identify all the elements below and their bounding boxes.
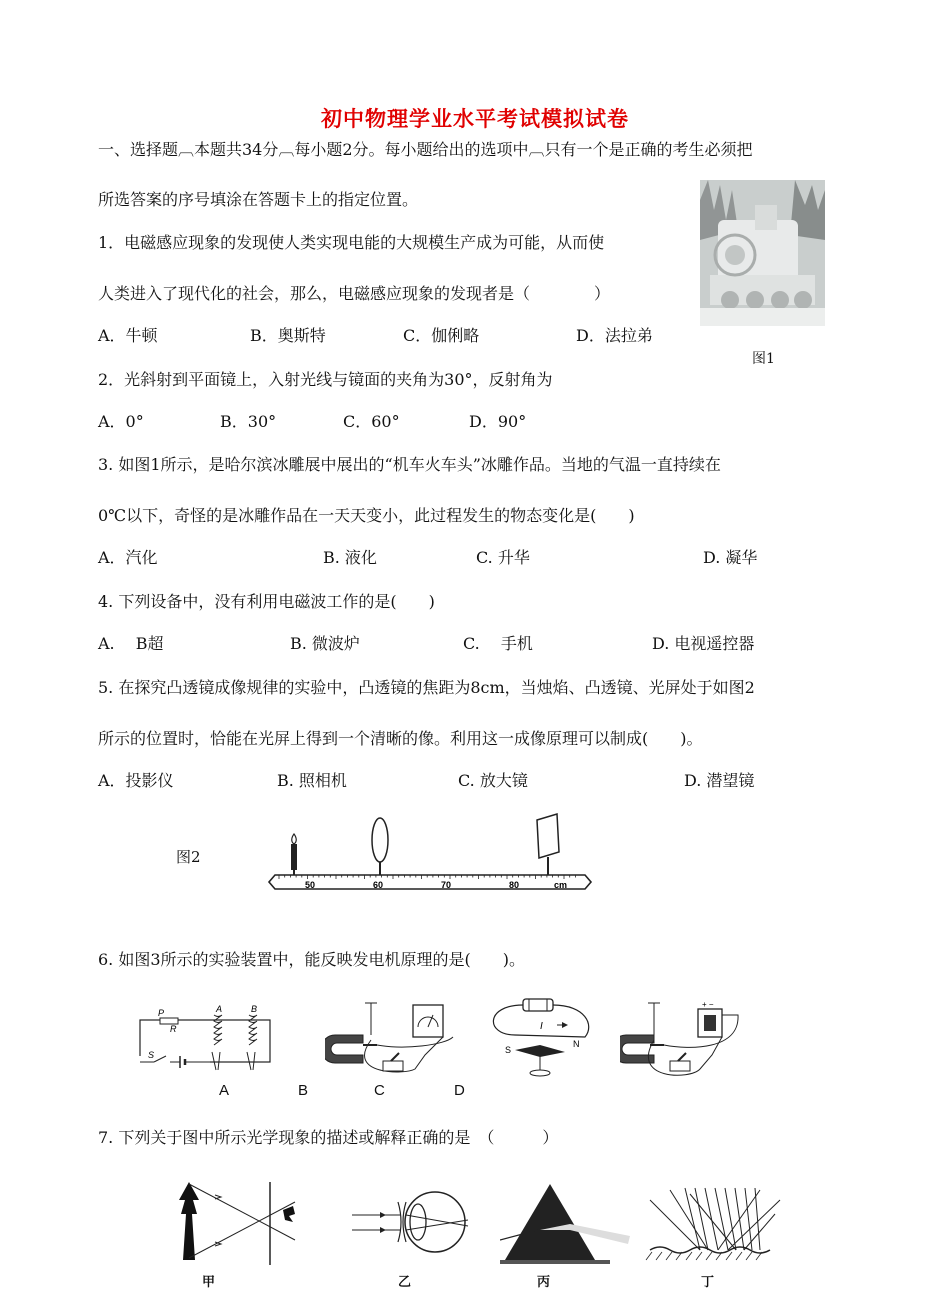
candle-icon bbox=[291, 834, 297, 876]
q6-label-d[interactable]: D bbox=[454, 1082, 465, 1099]
q2-stem: 2．光斜射到平面镜上，入射光线与镜面的夹角为30°，反射角为 bbox=[98, 370, 553, 389]
svg-text:+ −: + − bbox=[702, 1000, 714, 1009]
svg-text:I: I bbox=[540, 1021, 543, 1032]
q4-option-a[interactable]: A. B超 bbox=[98, 634, 164, 653]
diffuse-reflection-figure bbox=[640, 1180, 785, 1265]
svg-text:B: B bbox=[251, 1004, 258, 1014]
q5-option-a[interactable]: A．投影仪 bbox=[98, 771, 174, 790]
q2-option-a[interactable]: A．0° bbox=[98, 412, 144, 431]
electromagnet-circuit-figure bbox=[130, 1000, 280, 1075]
q6-label-b[interactable]: B bbox=[298, 1082, 309, 1099]
q5-option-d[interactable]: D. 潜望镜 bbox=[684, 771, 755, 790]
eye-lens-figure bbox=[350, 1190, 485, 1265]
q7-label-ding[interactable]: 丁 bbox=[701, 1275, 715, 1290]
tick-label-unit: cm bbox=[554, 880, 568, 890]
q3-option-d[interactable]: D. 凝华 bbox=[703, 548, 758, 567]
light-screen-icon bbox=[537, 814, 559, 876]
tick-label: 50 bbox=[305, 880, 316, 890]
svg-text:S: S bbox=[505, 1045, 512, 1055]
q4-option-d[interactable]: D. 电视遥控器 bbox=[652, 634, 755, 653]
q7-label-jia[interactable]: 甲 bbox=[202, 1275, 216, 1290]
q5-stem-line1: 5. 在探究凸透镜成像规律的实验中，凸透镜的焦距为8cm，当烛焰、凸透镜、光屏处于如图2 bbox=[98, 678, 755, 697]
q7-label-yi[interactable]: 乙 bbox=[398, 1275, 412, 1290]
figure2-caption: 图2 bbox=[176, 848, 201, 866]
page-title: 初中物理学业水平考试模拟试卷 bbox=[321, 106, 629, 131]
q6-stem: 6. 如图3所示的实验装置中，能反映发电机原理的是( )。 bbox=[98, 950, 526, 969]
q5-option-c[interactable]: C. 放大镜 bbox=[458, 771, 528, 790]
q3-option-a[interactable]: A．汽化 bbox=[98, 548, 158, 567]
tick-label: 80 bbox=[509, 880, 520, 890]
convex-lens-icon bbox=[372, 818, 388, 876]
galvanometer-induction-figure bbox=[325, 995, 475, 1080]
q1-option-a[interactable]: A．牛顿 bbox=[98, 326, 158, 345]
q3-option-c[interactable]: C. 升华 bbox=[476, 548, 530, 567]
ice-sculpture-photo bbox=[700, 180, 825, 326]
q1-stem-line2: 人类进入了现代化的社会，那么，电磁感应现象的发现者是（ ） bbox=[98, 284, 611, 303]
tick-label: 60 bbox=[373, 880, 384, 890]
q7-label-bing[interactable]: 丙 bbox=[537, 1275, 551, 1290]
section-instructions-line2: 所选答案的序号填涂在答题卡上的指定位置。 bbox=[98, 190, 419, 209]
q1-option-c[interactable]: C．伽俐略 bbox=[403, 326, 480, 345]
prism-dispersion-figure bbox=[500, 1180, 635, 1265]
q1-option-b[interactable]: B．奥斯特 bbox=[250, 326, 326, 345]
q4-option-b[interactable]: B. 微波炉 bbox=[290, 634, 360, 653]
q4-stem: 4. 下列设备中，没有利用电磁波工作的是( ) bbox=[98, 592, 435, 611]
q3-stem-line2: 0℃以下，奇怪的是冰雕作品在一天天变小，此过程发生的物态变化是( ) bbox=[98, 506, 635, 525]
q1-option-d[interactable]: D．法拉弟 bbox=[576, 326, 653, 345]
figure1-caption: 图1 bbox=[752, 351, 775, 367]
q2-option-d[interactable]: D．90° bbox=[469, 412, 527, 431]
q5-stem-line2: 所示的位置时，恰能在光屏上得到一个清晰的像。利用这一成像原理可以制成( )。 bbox=[98, 729, 703, 748]
q7-stem: 7. 下列关于图中所示光学现象的描述或解释正确的是 （ ） bbox=[98, 1128, 559, 1147]
q1-stem-line1: 1．电磁感应现象的发现使人类实现电能的大规模生产成为可能，从而使 bbox=[98, 233, 605, 252]
svg-text:N: N bbox=[573, 1039, 580, 1049]
section-instructions-line1: 一、选择题︹本题共34分︹每小题2分。每小题给出的选项中︹只有一个是正确的考生必须把 bbox=[98, 140, 753, 159]
tick-label: 70 bbox=[441, 880, 452, 890]
q6-label-c[interactable]: C bbox=[374, 1082, 385, 1099]
q5-option-b[interactable]: B. 照相机 bbox=[277, 771, 347, 790]
motor-principle-figure bbox=[620, 995, 750, 1080]
q3-option-b[interactable]: B. 液化 bbox=[323, 548, 377, 567]
q2-option-c[interactable]: C．60° bbox=[343, 412, 400, 431]
pinhole-imaging-figure bbox=[175, 1180, 310, 1265]
q2-option-b[interactable]: B．30° bbox=[220, 412, 277, 431]
q4-option-c[interactable]: C. 手机 bbox=[463, 634, 533, 653]
q6-label-a[interactable]: A bbox=[219, 1082, 230, 1099]
optical-bench-figure bbox=[265, 812, 595, 902]
svg-text:S: S bbox=[148, 1050, 155, 1060]
svg-text:R: R bbox=[170, 1024, 177, 1034]
q3-stem-line1: 3. 如图1所示，是哈尔滨冰雕展中展出的“机车火车头”冰雕作品。当地的气温一直持续在 bbox=[98, 455, 721, 474]
svg-text:P: P bbox=[158, 1008, 165, 1018]
oersted-experiment-figure bbox=[485, 995, 605, 1080]
svg-text:A: A bbox=[216, 1004, 223, 1014]
